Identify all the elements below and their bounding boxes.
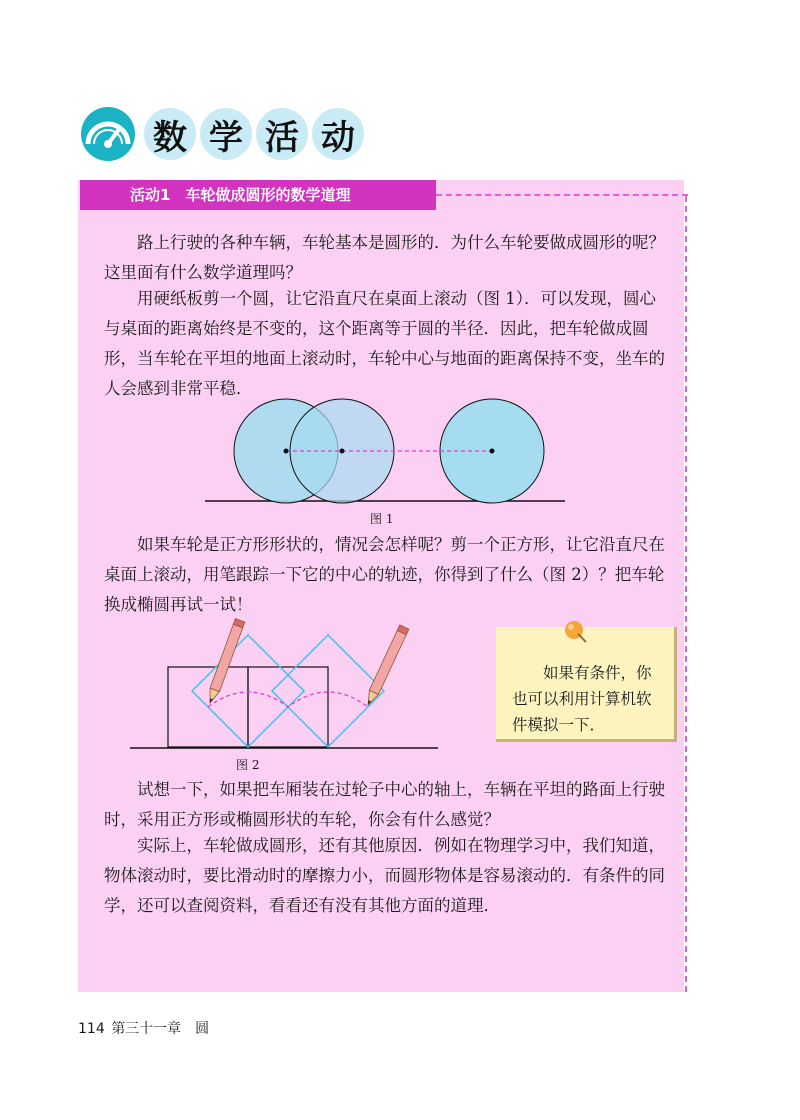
title-char-3: 活 <box>256 108 308 160</box>
page-number: 114 <box>78 1021 105 1037</box>
fig2-center-trace <box>208 692 368 707</box>
tip-note-line-1: 如果有条件，你 <box>543 664 652 682</box>
title-char-2: 学 <box>200 108 252 160</box>
figure-1 <box>200 395 570 510</box>
paragraph-2: 用硬纸板剪一个圆，让它沿直尺在桌面上滚动（图 1）．可以发现，圆心与桌面的距离始终是不变的，这个距离等于圆的半径．因此，把车轮做成圆形，当车轮在平坦的地面上滚动时，车轮中心与地面的距离保持不变，坐车的人会感到非常平稳． <box>104 289 665 398</box>
speedometer-icon <box>80 106 136 162</box>
paragraph-3: 如果车轮是正方形形状的，情况会怎样呢？剪一个正方形，让它沿直尺在桌面上滚动，用笔跟踪一下它的中心的轨迹，你得到了什么（图 2）？把车轮换成椭圆再试一试！ <box>104 535 665 614</box>
figure-2 <box>130 615 450 755</box>
tip-note-line-2: 也可以利用计算机软件模拟一下． <box>512 690 652 734</box>
fig1-center-1 <box>284 449 289 454</box>
title-dashed-line <box>436 194 688 196</box>
figure-2-caption: 图 2 <box>236 758 260 772</box>
tip-note-text <box>512 660 664 738</box>
title-char-4: 动 <box>312 108 364 160</box>
page-footer <box>78 1018 209 1038</box>
panel-dashed-border <box>685 196 687 992</box>
chapter-title: 第三十一章 圆 <box>111 1021 210 1037</box>
title-char-1: 数 <box>144 108 196 160</box>
paragraph-5: 实际上，车轮做成圆形，还有其他原因．例如在物理学习中，我们知道，物体滚动时，要比滑动时的摩擦力小，而圆形物体是容易滚动的．有条件的同学，还可以查阅资料，看看还有没有其他方面的道理． <box>104 836 665 915</box>
section-title: 活动1 车轮做成圆形的数学道理 <box>130 186 351 204</box>
paragraph-1: 路上行驶的各种车辆，车轮基本是圆形的．为什么车轮要做成圆形的呢？这里面有什么数学道理吗？ <box>104 233 665 282</box>
paragraph-4: 试想一下，如果把车厢装在过轮子中心的轴上，车辆在平坦的路面上行驶时，采用正方形或椭圆形状的车轮，你会有什么感觉？ <box>104 780 665 829</box>
fig1-center-3 <box>490 449 495 454</box>
pushpin-icon <box>562 618 590 646</box>
pencil-right <box>363 625 408 707</box>
pencil-left <box>205 619 244 705</box>
figure-1-caption: 图 1 <box>370 512 394 526</box>
page-header <box>80 100 380 170</box>
fig1-center-2 <box>340 449 345 454</box>
